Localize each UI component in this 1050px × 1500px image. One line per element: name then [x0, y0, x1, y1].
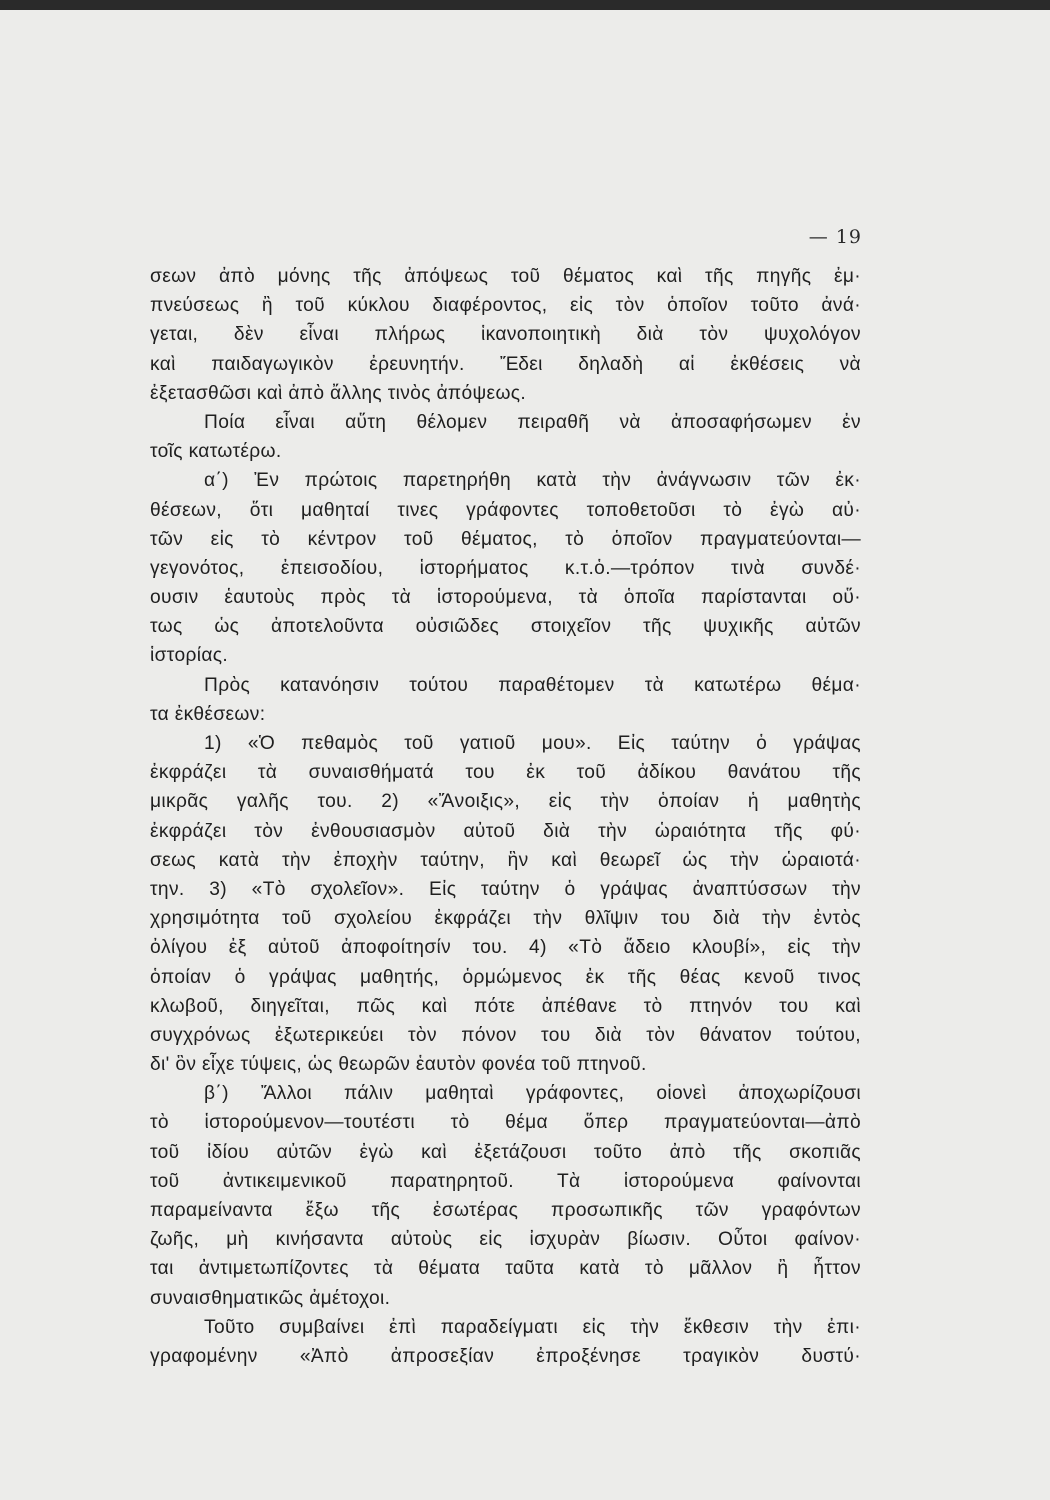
text-line: ζωῆς, μὴ κινήσαντα αὐτοὺς εἰς ἰσχυρὰν βίωσιν. Οὗτοι φαίνον·	[150, 1229, 861, 1251]
text-line: ουσιν ἑαυτοὺς πρὸς τὰ ἱστορούμενα, τὰ ὁποῖα παρίστανται οὕ·	[150, 587, 861, 609]
body-text	[150, 262, 861, 1371]
text-line: κλωβοῦ, διηγεῖται, πῶς καὶ πότε ἀπέθανε τὸ πτηνόν του καὶ	[150, 995, 861, 1017]
text-line: συναισθηματικῶς ἀμέτοχοι.	[150, 1287, 391, 1309]
text-line: παραμείναντα ἔξω τῆς ἐσωτέρας προσωπικῆς τῶν γραφόντων	[150, 1200, 861, 1221]
text-line: θέσεων, ὅτι μαθηταί τινες γράφοντες τοποθετοῦσι τὸ ἐγὼ αὐ·	[150, 499, 861, 521]
text-line: γεγονότος, ἐπεισοδίου, ἱστορήματος κ.τ.ὁ.—τρόπον τινὰ συνδέ·	[150, 557, 861, 579]
text-line: τὸ ἱστορούμενον—τουτέστι τὸ θέμα ὅπερ πραγματεύονται—ἀπὸ	[150, 1112, 861, 1134]
text-line: τοῖς κατωτέρω.	[150, 441, 282, 463]
text-line: σεων ἀπὸ μόνης τῆς ἀπόψεως τοῦ θέματος καὶ τῆς πηγῆς ἐμ·	[150, 266, 861, 287]
text-line: δι' ὃν εἶχε τύψεις, ὡς θεωρῶν ἑαυτὸν φονέα τοῦ πτηνοῦ.	[150, 1054, 647, 1076]
text-line: ἱστορίας.	[150, 645, 229, 667]
text-line: σεως κατὰ τὴν ἐποχὴν ταύτην, ἣν καὶ θεωρεῖ ὡς τὴν ὡραιοτά·	[150, 849, 861, 871]
text-line: τως ὡς ἀποτελοῦντα οὐσιῶδες στοιχεῖον τῆς ψυχικῆς αὐτῶν	[150, 616, 861, 638]
text-line: ται ἀντιμετωπίζοντες τὰ θέματα ταῦτα κατὰ τὸ μᾶλλον ἢ ἧττον	[150, 1258, 861, 1280]
text-line: την. 3) «Τὸ σχολεῖον». Εἰς ταύτην ὁ γράψας ἀναπτύσσων τὴν	[150, 878, 861, 900]
text-line: ἐκφράζει τὸν ἐνθουσιασμὸν αὐτοῦ διὰ τὴν ὡραιότητα τῆς φύ·	[150, 820, 861, 842]
text-line: Τοῦτο συμβαίνει ἐπὶ παραδείγματι εἰς τὴν ἔκθεσιν τὴν ἐπι·	[204, 1316, 861, 1338]
text-line: ἐκφράζει τὰ συναισθήματά του ἐκ τοῦ ἀδίκου θανάτου τῆς	[150, 762, 861, 784]
text-line: Ποία εἶναι αὕτη θέλομεν πειραθῆ νὰ ἀποσαφήσωμεν ἐν	[204, 411, 861, 433]
text-line: γεται, δὲν εἶναι πλήρως ἱκανοποιητικὴ διὰ τὸν ψυχολόγον	[150, 324, 861, 346]
text-line: ἐξετασθῶσι καὶ ἀπὸ ἄλλης τινὸς ἀπόψεως.	[150, 382, 527, 404]
text-line: ὁποίαν ὁ γράψας μαθητής, ὁρμώμενος ἐκ τῆς θέας κενοῦ τινος	[150, 966, 861, 988]
text-line: β΄) Ἄλλοι πάλιν μαθηταὶ γράφοντες, οἱονεὶ ἀποχωρίζουσι	[204, 1083, 861, 1105]
text-line: 1) «Ὁ πεθαμὸς τοῦ γατιοῦ μου». Εἰς ταύτην ὁ γράψας	[204, 733, 861, 754]
text-line: γραφομένην «Ἀπὸ ἀπροσεξίαν ἐπροξένησε τραγικὸν δυστύ·	[150, 1345, 861, 1367]
page-number: — 19	[808, 226, 862, 248]
text-line: Πρὸς κατανόησιν τούτου παραθέτομεν τὰ κατωτέρω θέμα·	[204, 674, 861, 696]
text-line: συγχρόνως ἐξωτερικεύει τὸν πόνον του διὰ τὸν θάνατον τούτου,	[150, 1024, 861, 1046]
text-line: ὀλίγου ἐξ αὐτοῦ ἀποφοίτησίν του. 4) «Τὸ ἄδειο κλουβί», εἰς τὴν	[150, 937, 861, 959]
text-line: πνεύσεως ἢ τοῦ κύκλου διαφέροντος, εἰς τὸν ὁποῖον τοῦτο ἀνά·	[150, 295, 861, 317]
text-line: χρησιμότητα τοῦ σχολείου ἐκφράζει τὴν θλῖψιν του διὰ τὴν ἐντὸς	[150, 908, 861, 930]
text-line: καὶ παιδαγωγικὸν ἐρευνητήν. Ἔδει δηλαδὴ αἱ ἐκθέσεις νὰ	[150, 353, 861, 375]
text-line: τῶν εἰς τὸ κέντρον τοῦ θέματος, τὸ ὁποῖον πραγματεύονται—	[150, 528, 861, 550]
text-line: α΄) Ἐν πρώτοις παρετηρήθη κατὰ τὴν ἀνάγνωσιν τῶν ἐκ·	[204, 470, 861, 492]
text-line: τοῦ ἰδίου αὐτῶν ἐγὼ καὶ ἐξετάζουσι τοῦτο ἀπὸ τῆς σκοπιᾶς	[150, 1141, 861, 1163]
text-line: τα ἐκθέσεων:	[150, 703, 266, 725]
text-line: τοῦ ἀντικειμενικοῦ παρατηρητοῦ. Τὰ ἱστορούμενα φαίνονται	[150, 1170, 861, 1192]
text-line: μικρᾶς γαλῆς του. 2) «Ἄνοιξις», εἰς τὴν ὁποίαν ἡ μαθητὴς	[150, 791, 861, 813]
